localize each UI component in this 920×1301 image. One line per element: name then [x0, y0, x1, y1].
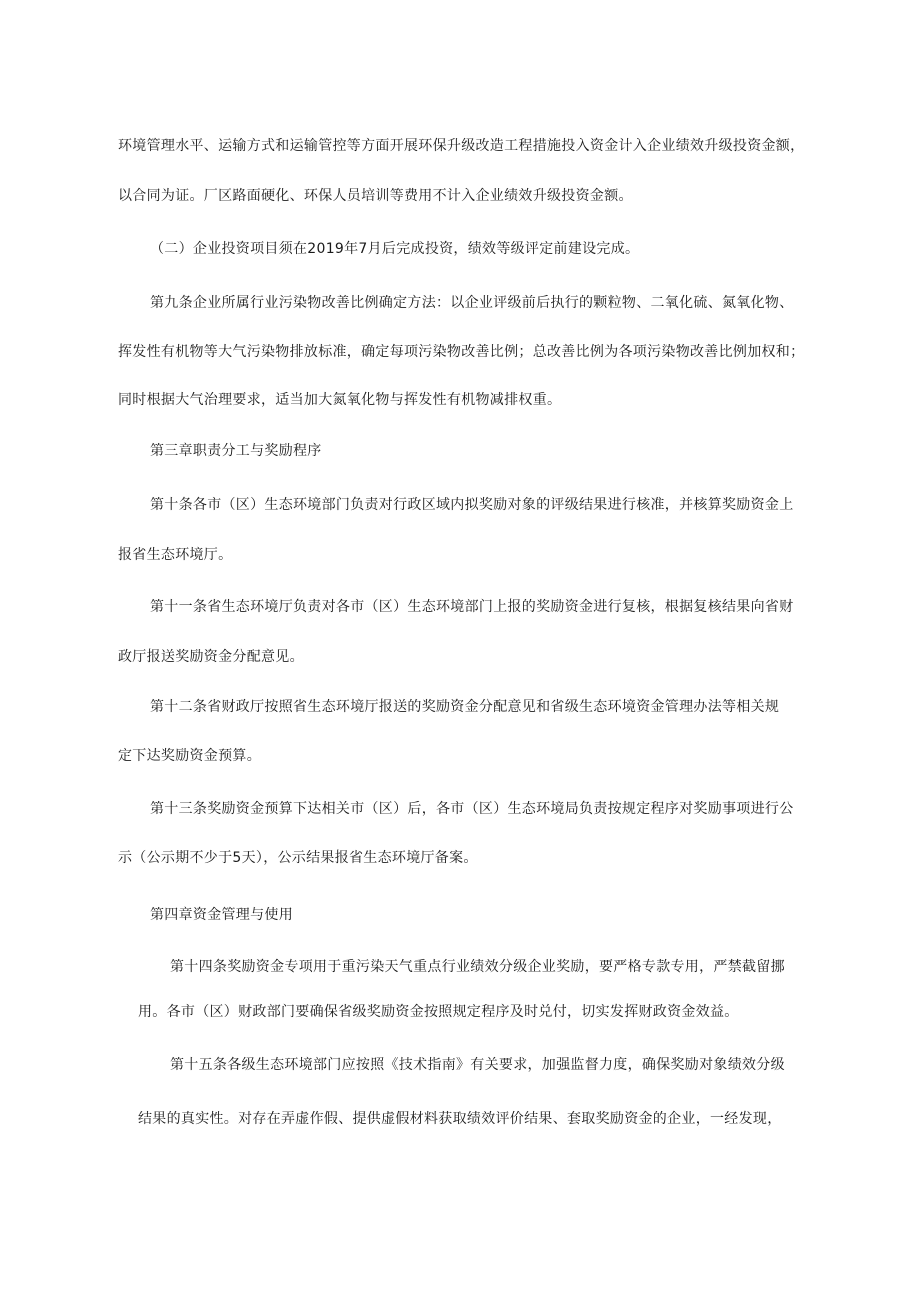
section-heading: 第四章资金管理与使用 — [150, 907, 293, 923]
paragraph-line: 以合同为证。厂区路面硬化、环保人员培训等费用不计入企业绩效升级投资金额。 — [118, 188, 633, 204]
paragraph-line: 第十一条省生态环境厅负责对各市（区）生态环境部门上报的奖励资金进行复核，根据复核结果向省财 — [150, 599, 794, 615]
paragraph-line: 第十四条奖励资金专项用于重污染天气重点行业绩效分级企业奖励，要严格专款专用，严禁截留挪 — [170, 959, 785, 975]
paragraph-line: 挥发性有机物等大气污染物排放标准，确定每项污染物改善比例；总改善比例为各项污染物改善比例加权和； — [118, 344, 805, 360]
paragraph-line: 定下达奖励资金预算。 — [118, 748, 261, 764]
paragraph-line: （二）企业投资项目须在2019年7月后完成投资，绩效等级评定前建设完成。 — [150, 241, 640, 257]
paragraph-line: 环境管理水平、运输方式和运输管控等方面开展环保升级改造工程措施投入资金计入企业绩效升级投资金额， — [118, 138, 805, 154]
paragraph-line: 结果的真实性。对存在弄虚作假、提供虚假材料获取绩效评价结果、套取奖励资金的企业，一经发现， — [138, 1111, 782, 1127]
paragraph-line: 第十五条各级生态环境部门应按照《技术指南》有关要求，加强监督力度，确保奖励对象绩效分级 — [170, 1057, 785, 1073]
paragraph-line: 第十二条省财政厅按照省生态环境厅报送的奖励资金分配意见和省级生态环境资金管理办法等相关规 — [150, 699, 780, 715]
section-heading: 第三章职责分工与奖励程序 — [150, 443, 322, 459]
paragraph-line: 用。各市（区）财政部门要确保省级奖励资金按照规定程序及时兑付，切实发挥财政资金效益。 — [138, 1004, 739, 1020]
paragraph-line: 报省生态环境厅。 — [118, 547, 233, 563]
paragraph-line: 第九条企业所属行业污染物改善比例确定方法：以企业评级前后执行的颗粒物、二氧化硫、氮氧化物、 — [150, 295, 794, 311]
paragraph-line: 第十条各市（区）生态环境部门负责对行政区域内拟奖励对象的评级结果进行核准，并核算奖励资金上 — [150, 497, 794, 513]
paragraph-line: 同时根据大气治理要求，适当加大氮氧化物与挥发性有机物减排权重。 — [118, 392, 562, 408]
paragraph-line: 示（公示期不少于5天），公示结果报省生态环境厅备案。 — [118, 850, 478, 866]
paragraph-line: 第十三条奖励资金预算下达相关市（区）后，各市（区）生态环境局负责按规定程序对奖励事项进行公 — [150, 801, 794, 817]
paragraph-line: 政厅报送奖励资金分配意见。 — [118, 649, 304, 665]
